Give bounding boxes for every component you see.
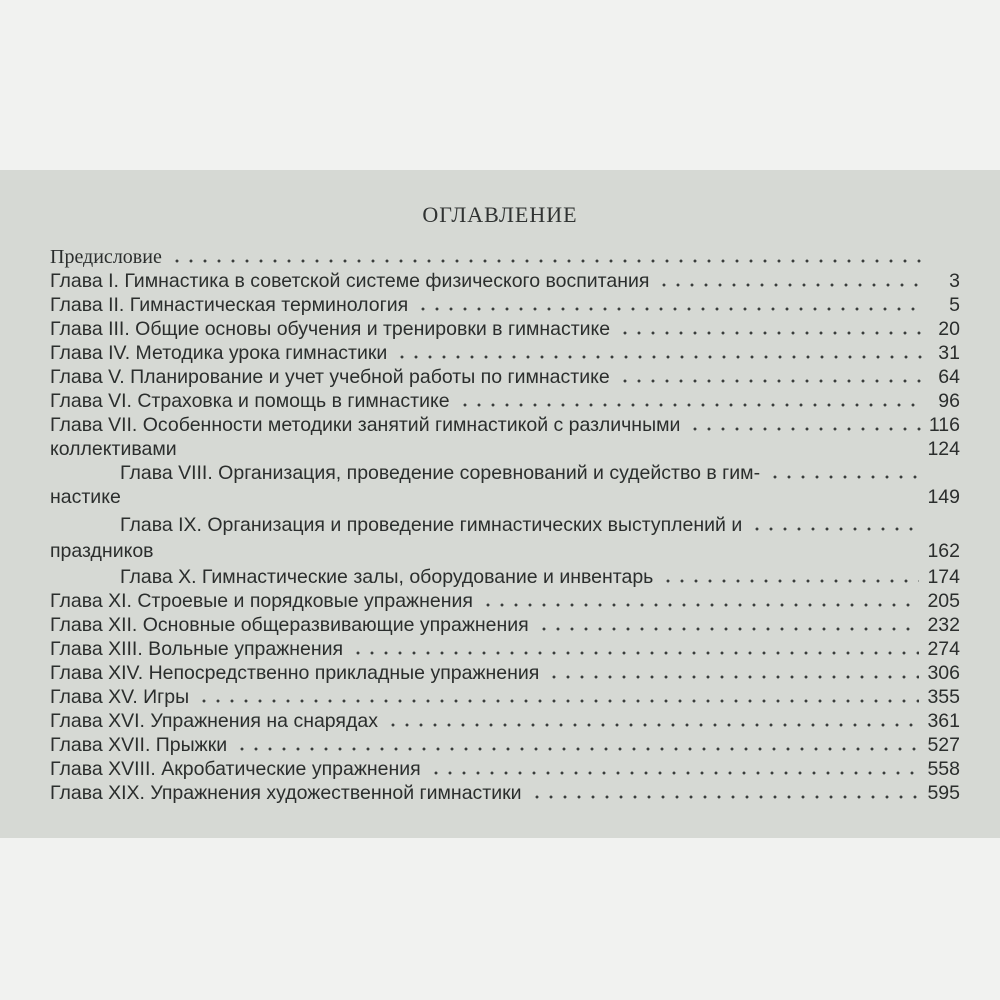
toc-page-number: 205 (927, 590, 960, 612)
toc-entry-title: Глава VII. Особенности методики занятий гимнастикой с различными (50, 414, 681, 436)
dot-leader (537, 626, 920, 632)
toc-page-number: 355 (927, 686, 960, 708)
toc-entry-title: коллективами (50, 438, 177, 460)
toc-entry-title: Глава VIII. Организация, проведение соревнований и судейство в гим- (120, 462, 761, 484)
toc-page-number: 162 (927, 540, 960, 562)
toc-page-number: 527 (927, 734, 960, 756)
dot-leader (618, 330, 922, 336)
page-title: ОГЛАВЛЕНИЕ (422, 202, 578, 227)
dot-leader (197, 698, 919, 704)
toc-entry-title: настике (50, 486, 121, 508)
toc-page-number: 96 (938, 390, 960, 412)
book-page (0, 170, 1000, 838)
toc-entry (50, 586, 960, 612)
toc-entry-title: Глава III. Общие основы обучения и тренировки в гимнастике (50, 318, 611, 340)
dot-leader (661, 578, 919, 584)
toc-entry-title: Глава XVII. Прыжки (50, 734, 228, 756)
dot-leader (750, 526, 922, 532)
toc-entry (50, 730, 960, 756)
dot-leader (657, 282, 922, 288)
toc-entry (50, 634, 960, 660)
toc-page-number: 3 (949, 270, 960, 292)
toc-entry (50, 386, 960, 412)
toc-page-number: 232 (927, 614, 960, 636)
toc-entry (50, 778, 960, 804)
toc-entry (50, 610, 960, 636)
toc-page-number: 5 (949, 294, 960, 316)
dot-leader (351, 650, 919, 656)
toc-page-number: 558 (927, 758, 960, 780)
toc-entry (50, 754, 960, 780)
dot-leader (530, 794, 920, 800)
toc-entry-title: Глава XIII. Вольные упражнения (50, 638, 344, 660)
toc-entry (50, 458, 960, 484)
toc-entry-title: Глава XVI. Упражнения на снарядах (50, 710, 378, 732)
toc-entry (50, 482, 960, 508)
toc-page-number: 124 (927, 438, 960, 460)
toc-page-number: 20 (938, 318, 960, 340)
toc-page-number: 306 (927, 662, 960, 684)
toc-entry (50, 562, 960, 588)
toc-entry-title: Глава X. Гимнастические залы, оборудование и инвентарь (120, 566, 654, 588)
toc-entry-title: Глава IV. Методика урока гимнастики (50, 342, 388, 364)
table-of-contents (0, 170, 1000, 838)
toc-entry (50, 536, 960, 562)
toc-entry-title: Глава IX. Организация и проведение гимнастических выступлений и (120, 514, 743, 536)
dot-leader (386, 722, 919, 728)
toc-entry (50, 242, 960, 268)
toc-page-number: 149 (927, 486, 960, 508)
toc-entry-title: Глава XI. Строевые и порядковые упражнения (50, 590, 473, 612)
toc-entry (50, 314, 960, 340)
dot-leader (481, 602, 920, 608)
toc-entry-title: Предисловие (50, 246, 162, 268)
toc-page-number: 361 (927, 710, 960, 732)
toc-entry (50, 682, 960, 708)
dot-leader (235, 746, 919, 752)
toc-entry (50, 338, 960, 364)
toc-page-number: 274 (927, 638, 960, 660)
toc-entry (50, 510, 960, 536)
toc-entry (50, 658, 960, 684)
toc-entry (50, 410, 960, 436)
dot-leader (429, 770, 920, 776)
toc-page-number: 64 (938, 366, 960, 388)
dot-leader (170, 258, 922, 264)
dot-leader (618, 378, 922, 384)
toc-entry-title: Глава XV. Игры (50, 686, 190, 708)
dot-leader (416, 306, 922, 312)
toc-entry (50, 266, 960, 292)
dot-leader (688, 426, 921, 432)
dot-leader (395, 354, 922, 360)
toc-entry-title: Глава II. Гимнастическая терминология (50, 294, 409, 316)
toc-entry (50, 290, 960, 316)
toc-entry (50, 362, 960, 388)
toc-page-number: 174 (927, 566, 960, 588)
toc-entry-title: Глава XII. Основные общеразвивающие упражнения (50, 614, 529, 636)
toc-page-number: 595 (927, 782, 960, 804)
toc-entry-title: Глава XIX. Упражнения художественной гимнастики (50, 782, 522, 804)
dot-leader (458, 402, 922, 408)
toc-entry (50, 434, 960, 460)
toc-entry-title: Глава VI. Страховка и помощь в гимнастике (50, 390, 450, 412)
toc-entry-title: Глава XIV. Непосредственно прикладные упражнения (50, 662, 540, 684)
dot-leader (768, 474, 922, 480)
toc-entry-title: праздников (50, 540, 154, 562)
toc-entry (50, 706, 960, 732)
toc-entry-title: Глава XVIII. Акробатические упражнения (50, 758, 421, 780)
toc-page-number: 31 (938, 342, 960, 364)
dot-leader (547, 674, 919, 680)
toc-page-number: 116 (928, 414, 960, 436)
toc-entry-title: Глава V. Планирование и учет учебной работы по гимнастике (50, 366, 610, 388)
toc-entry-title: Глава I. Гимнастика в советской системе физического воспитания (50, 270, 650, 292)
